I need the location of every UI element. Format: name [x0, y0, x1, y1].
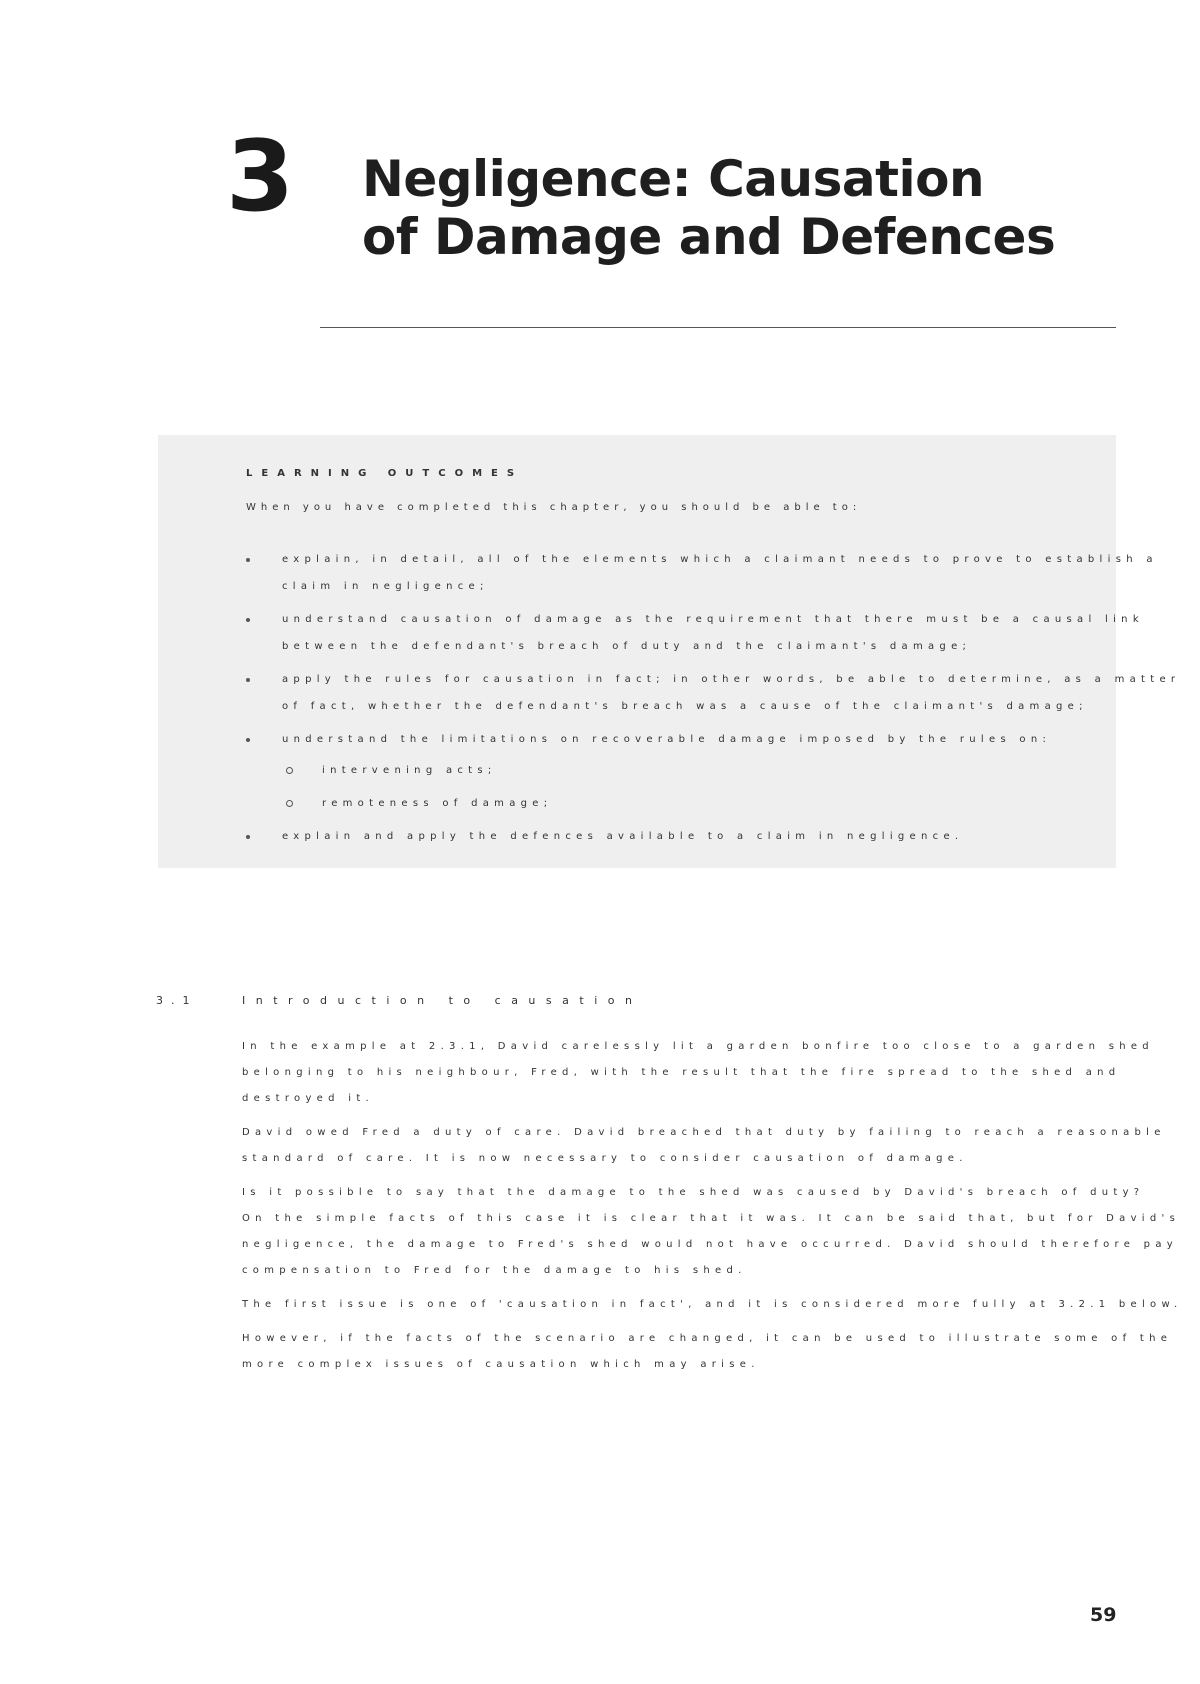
outcome-line: explain and apply the defences available to a claim in negligence. [282, 831, 964, 842]
outcome-line: apply the rules for causation in fact; in other words, be able to determine, as a matter [282, 674, 1181, 685]
paragraph [242, 1120, 1166, 1172]
section-number: 3.1 [156, 994, 198, 1007]
outcome-line: understand causation of damage as the requirement that there must be a causal link [282, 614, 1144, 625]
chapter-divider [320, 327, 1116, 328]
bullet-icon [246, 738, 250, 742]
outcome-line: understand the limitations on recoverable damage imposed by the rules on: [282, 734, 1052, 745]
outcome-line: claim in negligence; [282, 581, 489, 592]
chapter-title-line-1: Negligence: Causation [362, 150, 985, 208]
bullet-icon [246, 678, 250, 682]
circle-bullet-icon [286, 767, 293, 774]
outcome-item [246, 606, 1144, 660]
paragraph-line: In the example at 2.3.1, David carelessly lit a garden bonfire too close to a garden shed [242, 1041, 1154, 1052]
paragraph-line: standard of care. It is now necessary to consider causation of damage. [242, 1153, 968, 1164]
paragraph [242, 1292, 1183, 1318]
outcome-line: explain, in detail, all of the elements which a claimant needs to prove to establish a [282, 554, 1158, 565]
outcome-line: between the defendant's breach of duty and the claimant's damage; [282, 641, 972, 652]
paragraph-line: Is it possible to say that the damage to the shed was caused by David's breach of duty? [242, 1187, 1145, 1198]
section-title: Introduction to causation [242, 994, 643, 1007]
chapter-title [362, 150, 1055, 266]
paragraph-line: belonging to his neighbour, Fred, with the result that the fire spread to the shed and [242, 1067, 1121, 1078]
bullet-icon [246, 618, 250, 622]
paragraph-line: On the simple facts of this case it is clear that it was. It can be said that, but for David's [242, 1213, 1181, 1224]
chapter-title-line-2: of Damage and Defences [362, 208, 1056, 266]
outcome-item [246, 726, 1096, 817]
outcome-sub-item [282, 757, 1096, 784]
learning-outcomes-list [246, 546, 1181, 856]
outcome-sub-list [282, 757, 1096, 817]
outcome-item [246, 666, 1181, 720]
paragraph [242, 1180, 1181, 1284]
learning-outcomes-heading: LEARNING OUTCOMES [246, 468, 524, 479]
paragraph-line: The first issue is one of 'causation in fact', and it is considered more fully at 3.2.1 below. [242, 1299, 1183, 1310]
paragraph-line: negligence, the damage to Fred's shed would not have occurred. David should therefore pay [242, 1239, 1178, 1250]
chapter-number: 3 [226, 120, 293, 234]
outcome-line: of fact, whether the defendant's breach was a cause of the claimant's damage; [282, 701, 1088, 712]
bullet-icon [246, 835, 250, 839]
outcome-sub-text: intervening acts; [322, 765, 497, 776]
outcome-item [246, 823, 1096, 850]
paragraph-line: more complex issues of causation which may arise. [242, 1359, 760, 1370]
bullet-icon [246, 558, 250, 562]
circle-bullet-icon [286, 800, 293, 807]
outcome-sub-item [282, 790, 1096, 817]
paragraph-line: However, if the facts of the scenario are changed, it can be used to illustrate some of the [242, 1333, 1173, 1344]
learning-outcomes-intro: When you have completed this chapter, you should be able to: [246, 502, 862, 513]
outcome-sub-text: remoteness of damage; [322, 798, 553, 809]
page-number: 59 [1090, 1604, 1117, 1626]
paragraph [242, 1034, 1154, 1112]
section-body [242, 1034, 1183, 1386]
outcome-item [246, 546, 1158, 600]
paragraph-line: David owed Fred a duty of care. David breached that duty by failing to reach a reasonable [242, 1127, 1166, 1138]
paragraph [242, 1326, 1173, 1378]
paragraph-line: destroyed it. [242, 1093, 375, 1104]
paragraph-line: compensation to Fred for the damage to his shed. [242, 1265, 747, 1276]
